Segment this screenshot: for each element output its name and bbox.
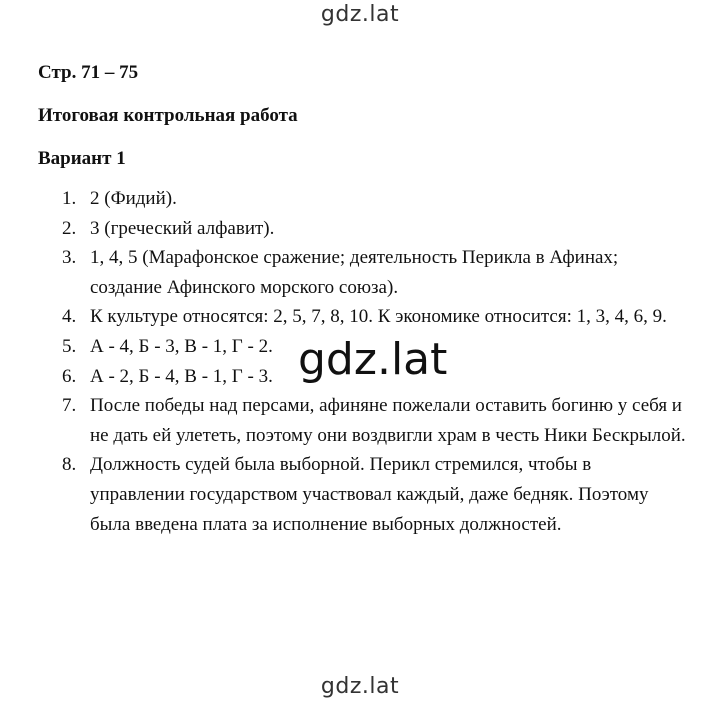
answer-text: А - 4, Б - 3, В - 1, Г - 2. [90, 335, 273, 357]
answer-number: 1. [62, 188, 77, 209]
page-range-heading: Стр. 71 – 75 [38, 62, 139, 83]
answer-item [0, 391, 690, 450]
answer-text: А - 2, Б - 4, В - 1, Г - 3. [90, 365, 273, 387]
answer-number: 8. [62, 454, 77, 476]
answer-text: Должность судей была выборной. Перикл стремился, чтобы в управлении государством участвовал каждый, даже бедняк. Поэтому была введена плата за исполнение выборных должностей. [90, 454, 649, 535]
answer-text: К культуре относятся: 2, 5, 7, 8, 10. К экономике относится: 1, 3, 4, 6, 9. [90, 306, 667, 328]
answer-item [0, 302, 690, 332]
answer-text: После победы над персами, афиняне пожелали оставить богиню у себя и не дать ей улететь, поэтому они воздвигли храм в честь Ники Бескрылой. [90, 395, 686, 446]
answer-text: 3 (греческий алфавит). [90, 217, 275, 239]
watermark-bottom: gdz.lat [320, 674, 400, 699]
answer-number: 7. [62, 395, 77, 417]
watermark-center: gdz.lat [292, 337, 453, 383]
work-title-heading: Итоговая контрольная работа [38, 105, 298, 126]
answer-number: 3. [62, 247, 77, 269]
answer-text: 1, 4, 5 (Марафонское сражение; деятельность Перикла в Афинах; создание Афинского морского союза). [90, 247, 619, 298]
answer-number: 5. [62, 335, 77, 357]
answer-item [0, 214, 690, 244]
variant-heading: Вариант 1 [38, 148, 126, 169]
answer-item [0, 243, 690, 302]
answer-text: 2 (Фидий). [90, 188, 177, 209]
answer-number: 6. [62, 365, 77, 387]
answer-number: 4. [62, 306, 77, 328]
answer-item [0, 450, 690, 539]
answer-number: 2. [62, 217, 77, 239]
answer-item [0, 184, 690, 214]
watermark-top: gdz.lat [320, 2, 400, 27]
